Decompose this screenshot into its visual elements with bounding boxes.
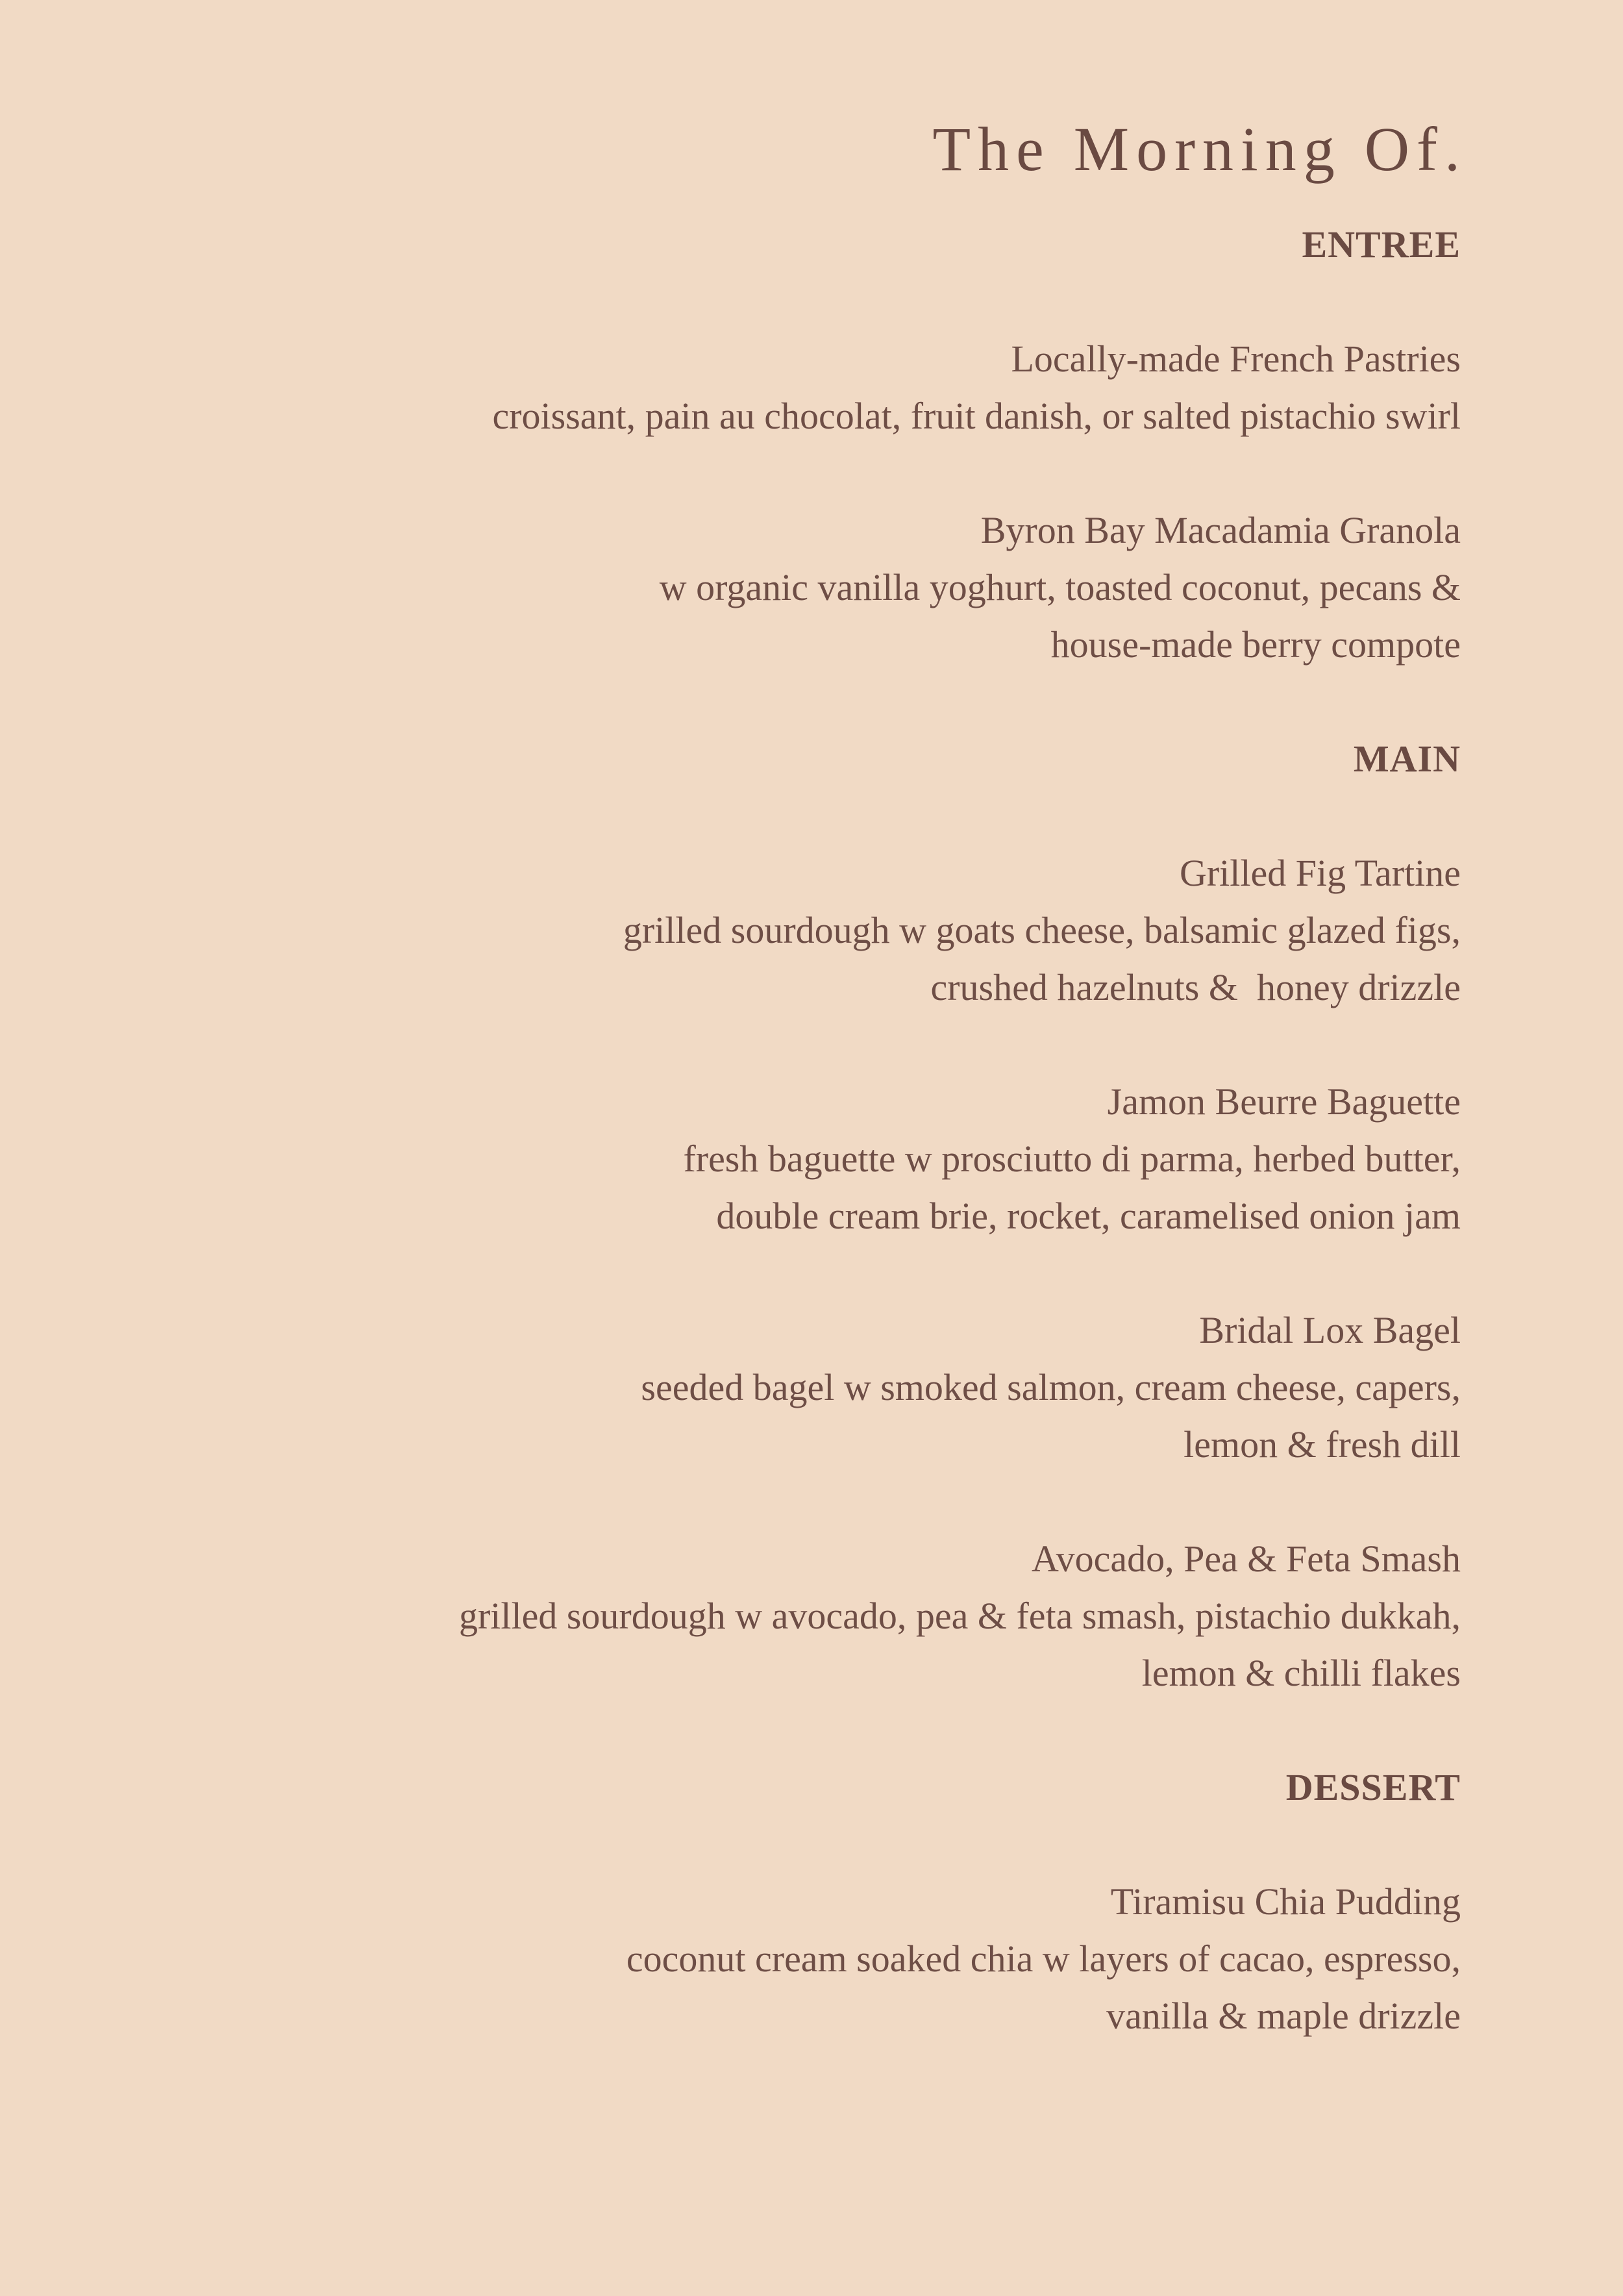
- menu-item-description: coconut cream soaked chia w layers of cacao, espresso, vanilla & maple drizzle: [626, 1938, 1461, 2038]
- section-main: [97, 730, 1461, 1702]
- menu-item-name: Bridal Lox Bagel: [1199, 1309, 1461, 1352]
- menu-item-name: Avocado, Pea & Feta Smash: [1032, 1538, 1461, 1580]
- menu-item: [97, 1073, 1461, 1245]
- menu-item: [97, 331, 1461, 445]
- section-heading: MAIN: [1353, 738, 1461, 780]
- menu-item-description: croissant, pain au chocolat, fruit danish, or salted pistachio swirl: [492, 395, 1461, 438]
- menu-item-name: Jamon Beurre Baguette: [1107, 1080, 1461, 1123]
- menu-item-description: grilled sourdough w goats cheese, balsamic glazed figs, crushed hazelnuts & honey drizzle: [623, 909, 1461, 1009]
- menu-item-description: fresh baguette w prosciutto di parma, herbed butter, double cream brie, rocket, caramelised onion jam: [683, 1138, 1461, 1238]
- menu-item: [97, 502, 1461, 673]
- menu-item: [97, 1302, 1461, 1473]
- menu-item-description: grilled sourdough w avocado, pea & feta smash, pistachio dukkah, lemon & chilli flakes: [458, 1595, 1461, 1695]
- menu-item-name: Grilled Fig Tartine: [1179, 852, 1461, 895]
- menu-item: [97, 1873, 1461, 2045]
- menu-item-name: Tiramisu Chia Pudding: [1110, 1880, 1461, 1923]
- menu-item-description: w organic vanilla yoghurt, toasted coconut, pecans & house-made berry compote: [659, 566, 1461, 666]
- menu-item: [97, 845, 1461, 1016]
- menu-item-description: seeded bagel w smoked salmon, cream cheese, capers, lemon & fresh dill: [641, 1366, 1461, 1466]
- menu: [97, 114, 1467, 2102]
- menu-item-name: Byron Bay Macadamia Granola: [980, 509, 1461, 552]
- section-heading: DESSERT: [1285, 1766, 1461, 1809]
- menu-item-name: Locally-made French Pastries: [1011, 338, 1461, 381]
- menu-title: The Morning Of.: [932, 114, 1467, 184]
- section-heading: ENTREE: [1302, 223, 1461, 266]
- menu-item: [97, 1530, 1461, 1702]
- section-dessert: [97, 1759, 1461, 2045]
- section-entree: [97, 216, 1461, 673]
